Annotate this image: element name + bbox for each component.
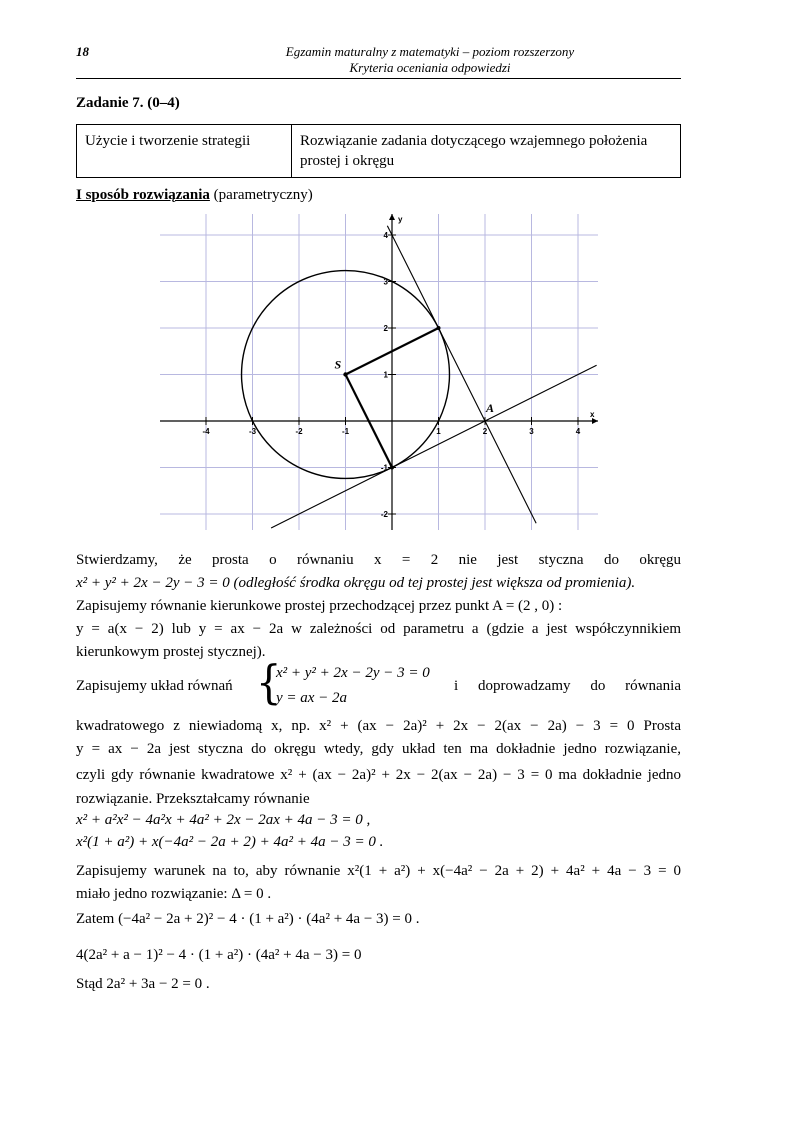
x-tick-label: 1 xyxy=(436,427,441,436)
x-tick-label: 2 xyxy=(482,427,488,436)
text-line-16: 4(2a² + a − 1)² − 4 · (1 + a²) · (4a² + 4a − 3) = 0 xyxy=(76,947,362,963)
text-line-4: y = a(x − 2) lub y = ax − 2a w zależności od parametru a (gdzie a jest współczynnikiem xyxy=(76,621,681,637)
system-equation-2: y = ax − 2a xyxy=(276,690,348,706)
text-line-8: y = ax − 2a jest styczna do okręgu wtedy, gdy układ ten ma dokładnie jedno rozwiązanie, xyxy=(76,741,681,757)
system-equation-1: x² + y² + 2x − 2y − 3 = 0 xyxy=(276,665,430,681)
method-title xyxy=(76,187,313,204)
text-line-15: Zatem (−4a² − 2a + 2)² − 4 · (1 + a²) · (4a² + 4a − 3) = 0 . xyxy=(76,911,420,927)
text-line-2: x² + y² + 2x − 2y − 3 = 0 (odległość środka okręgu od tej prostej jest większa od promienia). xyxy=(76,575,636,591)
y-axis-label: y xyxy=(398,215,403,224)
coordinate-graph xyxy=(160,212,600,532)
header-rule xyxy=(76,78,681,79)
y-tick-label: 2 xyxy=(383,324,388,333)
page-number: 18 xyxy=(76,44,89,59)
graph-axes xyxy=(160,214,598,530)
text-line-13: Zapisujemy warunek na to, aby równanie x²(1 + a²) + x(−4a² − 2a + 2) + 4a² + 4a − 3 = 0 xyxy=(76,863,681,879)
y-axis-arrow xyxy=(389,214,395,220)
text-line-6-left: Zapisujemy układ równań xyxy=(76,678,233,694)
x-tick-label: -2 xyxy=(295,427,303,436)
task-title: Zadanie 7. (0–4) xyxy=(76,95,180,111)
y-tick-label: -2 xyxy=(380,510,388,519)
x-tick-label: 3 xyxy=(529,427,534,436)
header-title-line1: Egzamin maturalny z matematyki – poziom rozszerzony xyxy=(285,44,575,59)
tangent-point-2 xyxy=(390,466,394,470)
text-line-14: miało jedno rozwiązanie: Δ = 0 . xyxy=(76,886,272,902)
method-title-underlined: I sposób rozwiązania xyxy=(76,187,210,203)
text-line-9: czyli gdy równanie kwadratowe x² + (ax − 2a)² + 2x − 2(ax − 2a) − 3 = 0 ma dokładnie jedno xyxy=(76,767,681,783)
x-tick-label: -3 xyxy=(248,427,257,436)
x-axis-label: x xyxy=(590,410,595,419)
graph-shapes xyxy=(242,226,597,528)
text-line-17: Stąd 2a² + 3a − 2 = 0 . xyxy=(76,976,210,992)
y-tick-label: 3 xyxy=(383,277,388,287)
text-line-7: kwadratowego z niewiadomą x, np. x² + (ax − 2a)² + 2x − 2(ax − 2a) − 3 = 0 Prosta xyxy=(76,718,681,734)
text-line-10: rozwiązanie. Przekształcamy równanie xyxy=(76,791,310,807)
header-title-line2: Kryteria oceniania odpowiedzi xyxy=(349,60,511,75)
text-line-12: x²(1 + a²) + x(−4a² − 2a + 2) + 4a² + 4a − 3 = 0 . xyxy=(76,834,384,850)
point-s xyxy=(343,372,347,376)
x-tick-label: 4 xyxy=(575,427,581,436)
point-s-label: S xyxy=(334,357,342,372)
method-title-rest: (parametryczny) xyxy=(209,187,313,203)
text-line-6-right: i doprowadzamy do równania xyxy=(454,678,681,694)
x-tick-label: -1 xyxy=(341,427,350,436)
text-line-11: x² + a²x² − 4a²x + 4a² + 2x − 2ax + 4a − 3 = 0 , xyxy=(76,812,371,828)
text-line-3: Zapisujemy równanie kierunkowe prostej przechodzącej przez punkt A = (2 , 0) : xyxy=(76,598,563,614)
criteria-description: Rozwiązanie zadania dotyczącego wzajemnego położenia prostej i okręgu xyxy=(292,125,681,178)
criteria-table xyxy=(76,124,681,178)
tangent-point-1 xyxy=(437,326,441,330)
text-line-5: kierunkowym prostej stycznej). xyxy=(76,644,266,660)
header-title xyxy=(200,44,660,76)
graph-grid xyxy=(160,214,598,530)
x-tick-label: -4 xyxy=(202,427,210,436)
tangent-line-2 xyxy=(271,365,596,528)
text-line-1: Stwierdzamy, że prosta o równaniu x = 2 nie jest styczna do okręgu xyxy=(76,552,681,568)
y-tick-label: 4 xyxy=(383,231,388,240)
system-brace: { xyxy=(256,656,282,710)
graph-labels xyxy=(335,215,596,419)
y-tick-label: -1 xyxy=(380,463,388,473)
y-tick-label: 1 xyxy=(383,370,388,380)
criteria-skill: Użycie i tworzenie strategii xyxy=(77,125,292,178)
criteria-row xyxy=(77,125,681,178)
point-a-label: A xyxy=(486,401,495,415)
